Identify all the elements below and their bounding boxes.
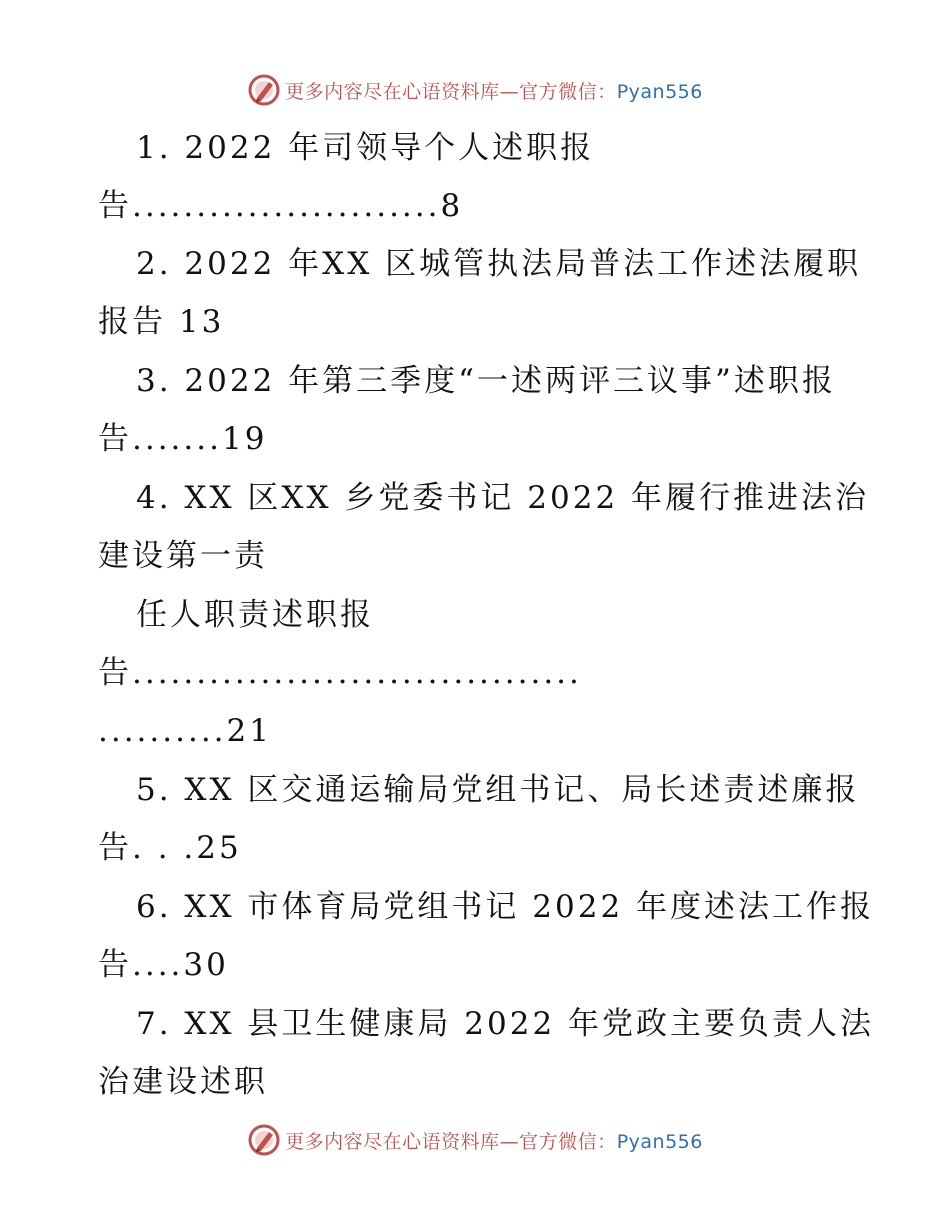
toc-line: 3. 2022 年第三季度“一述两评三议事”述职报 [136,363,836,399]
toc-line: 建设第一责 [98,538,268,574]
watermark-account: Pyan556 [616,1130,703,1153]
toc-line: 1. 2022 年司领导个人述职报 [136,130,595,166]
toc-line: ..........21 [98,713,272,749]
toc-line: 7. XX 县卫生健康局 2022 年党政主要负责人法 [136,1006,875,1042]
toc-line: 告....30 [98,947,229,983]
watermark-dash: — [499,80,520,103]
toc-line: 6. XX 市体育局党组书记 2022 年度述法工作报 [136,889,875,925]
toc-line: 5. XX 区交通运输局党组书记、局长述责述廉报 [136,772,860,808]
watermark-main-text: 更多内容尽在心语资料库 [285,1130,500,1153]
toc-line: 告. . .25 [98,830,242,866]
watermark-wechat-label: 官方微信： [519,80,617,103]
toc-line: 2. 2022 年XX 区城管执法局普法工作述法履职 [136,246,862,282]
watermark-text [285,1127,703,1154]
toc-line: 任人职责述职报 [136,597,374,633]
watermark-main-text: 更多内容尽在心语资料库 [285,80,500,103]
toc-line: 治建设述职 [98,1064,268,1100]
toc-line: 4. XX 区XX 乡党委书记 2022 年履行推进法治 [136,480,870,516]
toc-line: 告.......19 [98,421,268,457]
toc-line: 告................................... [98,655,582,691]
watermark-dash: — [499,1130,520,1153]
watermark-account: Pyan556 [616,80,703,103]
pen-circle-logo-icon [247,1123,281,1157]
toc-line: 告........................8 [98,188,464,224]
watermark-wechat-label: 官方微信： [519,1130,617,1153]
footer-watermark [0,1118,950,1162]
toc-line: 报告 13 [98,304,225,340]
